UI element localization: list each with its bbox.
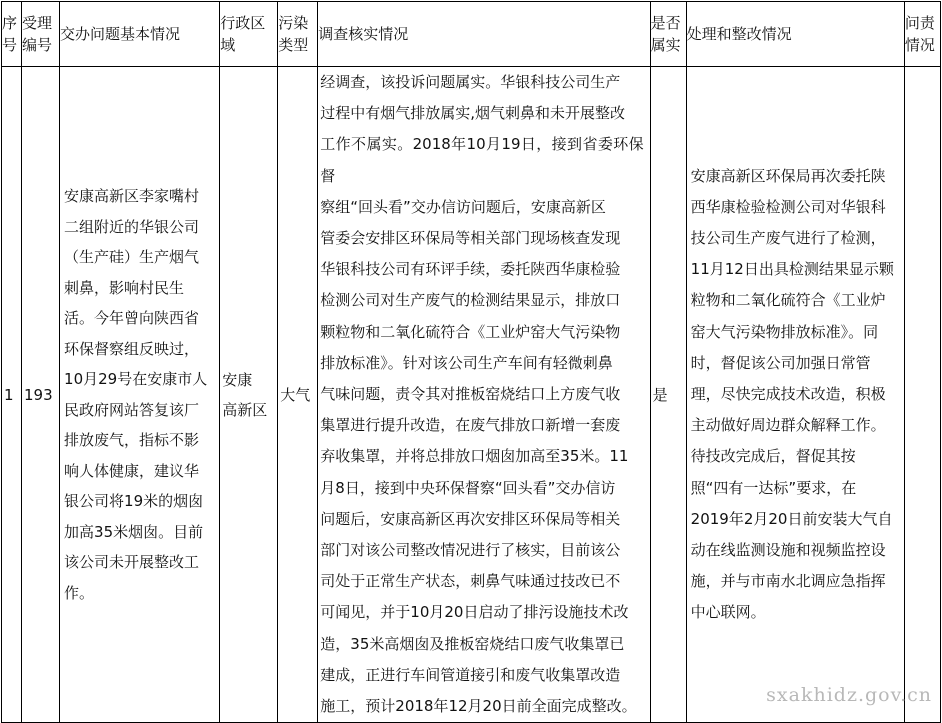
site-watermark: sxakhidz.gov.cn xyxy=(766,684,932,706)
cell-accountability xyxy=(904,67,940,723)
cell-administrative-area: 安康 高新区 xyxy=(220,67,278,723)
header-acceptance-number: 受理 编号 xyxy=(22,2,60,67)
header-issue-description: 交办问题基本情况 xyxy=(60,2,220,67)
cell-index: 1 xyxy=(2,67,22,723)
header-investigation: 调查核实情况 xyxy=(318,2,650,67)
table-row xyxy=(2,67,941,723)
cell-handling: 安康高新区环保局再次委托陕 西华康检验检测公司对华银科 技公司生产废气进行了检测， 11月12日出具检测结果显示颗 粒物和二氧化硫符合《工业炉 窑大气污染物排放标准》。同 时，督促该公司加强日常管 理，尽快完成技术改造，积极 主动做好周边群众解释工作。 待技改完成后，督促其按 照“四有一达标”要求，在 2019年2月20日前安装大气自 动在线监测设施和视频监控设 施，并与市南水北调应急指挥 中心联网。 xyxy=(686,67,904,723)
cell-acceptance-number: 193 xyxy=(22,67,60,723)
header-accountability: 问责 情况 xyxy=(904,2,940,67)
header-pollution-type: 污染 类型 xyxy=(278,2,318,67)
header-index: 序 号 xyxy=(2,2,22,67)
cell-investigation: 经调查，该投诉问题属实。华银科技公司生产 过程中有烟气排放属实,烟气刺鼻和未开展整改 工作不属实。2018年10月19日，接到省委环保督 察组“回头看”交办信访问题后，安康高新区 管委会安排区环保局等相关部门现场核查发现 华银科技公司有环评手续，委托陕西华康检验 检测公司对生产废气的检测结果显示，排放口 颗粒物和二氧化硫符合《工业炉窑大气污染物 排放标准》。针对该公司生产车间有轻微刺鼻 气味问题，责令其对推板窑烧结口上方废气收 集罩进行提升改造，在废气排放口新增一套废 弃收集罩，并将总排放口烟囱加高至35米。11 月8日，接到中央环保督察“回头看”交办信访 问题后，安康高新区再次安排区环保局等相关 部门对该公司整改情况进行了核实，目前该公 司处于正常生产状态，刺鼻气味通过技改已不 可闻见，并于10月20日启动了排污设施技术改 造，35米高烟囱及推板窑烧结口废气收集罩已 建成，正进行车间管道接引和废气收集罩改造 施工，预计2018年12月20日前全面完成整改。 xyxy=(318,67,650,723)
header-administrative-area: 行政区 域 xyxy=(220,2,278,67)
header-verified: 是否 属实 xyxy=(650,2,686,67)
header-handling: 处理和整改情况 xyxy=(686,2,904,67)
cell-pollution-type: 大气 xyxy=(278,67,318,723)
header-row xyxy=(2,2,941,67)
cell-verified: 是 xyxy=(650,67,686,723)
cell-issue-description: 安康高新区李家嘴村 二组附近的华银公司 （生产硅）生产烟气 刺鼻，影响村民生 活。今年曾向陕西省 环保督察组反映过， 10月29号在安康市人 民政府网站答复该厂 排放废气，指标不影 响人体健康，建议华 银公司将19米的烟囱 加高35米烟囱。目前 该公司未开展整改工 作。 xyxy=(60,67,220,723)
complaint-table xyxy=(1,1,941,723)
